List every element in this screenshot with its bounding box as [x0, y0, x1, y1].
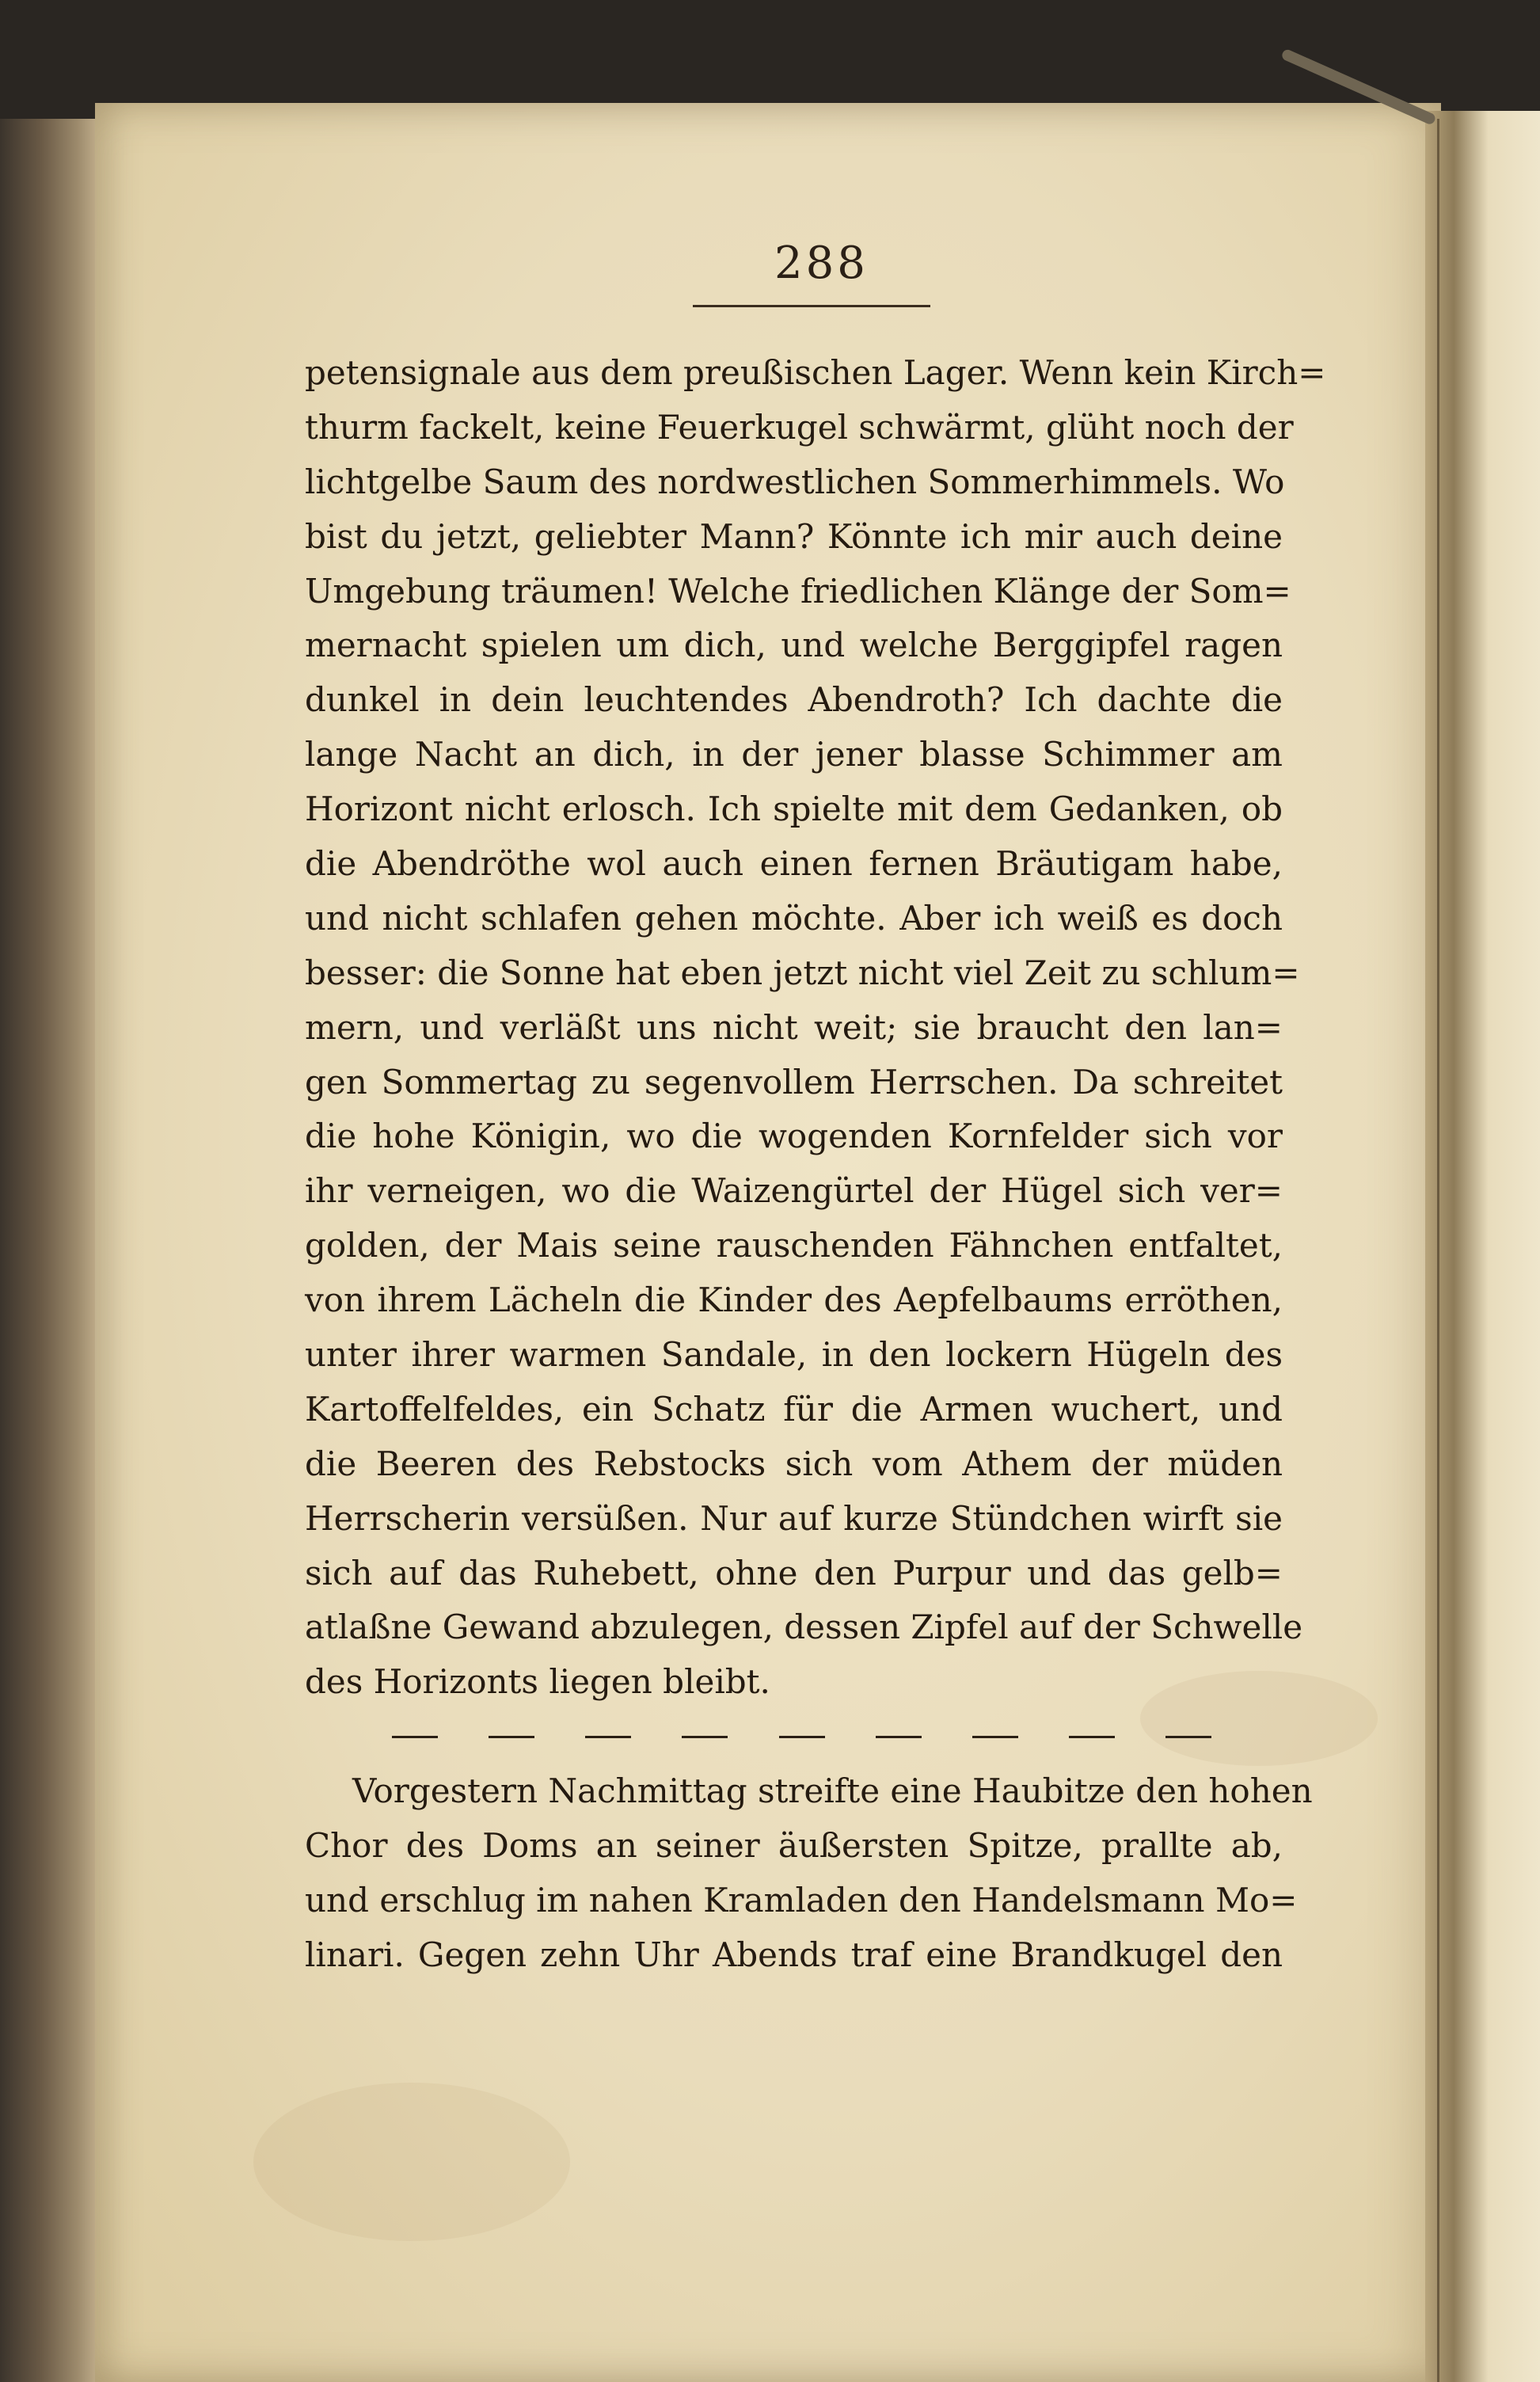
separator-dash — [682, 1736, 728, 1738]
text-line: petensignale aus dem preußischen Lager. Wenn kein Kirch= — [305, 353, 1326, 392]
text-line: besser: die Sonne hat eben jetzt nicht viel Zeit zu schlum= — [305, 953, 1300, 992]
paper-stain — [253, 2083, 570, 2241]
book-gutter — [1425, 111, 1540, 2382]
separator-dash — [585, 1736, 631, 1738]
text-line: die Beeren des Rebstocks sich vom Athem der müden — [305, 1444, 1283, 1483]
page-number: 288 — [774, 238, 869, 289]
separator-dash — [972, 1736, 1018, 1738]
text-line: bist du jetzt, geliebter Mann? Könnte ich mir auch deine — [305, 516, 1283, 556]
text-line: atlaßne Gewand abzulegen, dessen Zipfel auf der Schwelle — [305, 1608, 1303, 1647]
text-line: ihr verneigen, wo die Waizengürtel der Hügel sich ver= — [305, 1171, 1283, 1211]
book-edge-left — [0, 119, 103, 2382]
text-line: und nicht schlafen gehen möchte. Aber ich weiß es doch — [305, 898, 1283, 938]
separator-dash — [876, 1736, 922, 1738]
text-line: mernacht spielen um dich, und welche Berggipfel ragen — [305, 626, 1283, 665]
text-line: lichtgelbe Saum des nordwestlichen Sommerhimmels. Wo — [305, 462, 1285, 501]
text-line: Vorgestern Nachmittag streifte eine Haubitze den hohen — [352, 1771, 1313, 1811]
text-line: Umgebung träumen! Welche friedlichen Klänge der Som= — [305, 571, 1291, 611]
text-line: sich auf das Ruhebett, ohne den Purpur und das gelb= — [305, 1553, 1283, 1592]
separator-dash — [779, 1736, 825, 1738]
text-line: Herrscherin versüßen. Nur auf kurze Stündchen wirft sie — [305, 1498, 1283, 1538]
text-line: golden, der Mais seine rauschenden Fähnchen entfaltet, — [305, 1226, 1283, 1265]
separator-dash — [1165, 1736, 1211, 1738]
text-line: linari. Gegen zehn Uhr Abends traf eine Brandkugel den — [305, 1935, 1283, 1974]
text-line: Chor des Doms an seiner äußersten Spitze, prallte ab, — [305, 1826, 1283, 1866]
text-line: die hohe Königin, wo die wogenden Kornfelder sich vor — [305, 1117, 1283, 1156]
text-line: mern, und verläßt uns nicht weit; sie braucht den lan= — [305, 1007, 1283, 1047]
separator-dash — [1069, 1736, 1115, 1738]
section-separator — [305, 1710, 1283, 1764]
text-line: des Horizonts liegen bleibt. — [305, 1662, 770, 1702]
separator-dash — [489, 1736, 534, 1738]
text-line: von ihrem Lächeln die Kinder des Aepfelbaums erröthen, — [305, 1280, 1283, 1320]
separator-dash — [392, 1736, 438, 1738]
text-line: Horizont nicht erlosch. Ich spielte mit dem Gedanken, ob — [305, 790, 1283, 829]
text-line: und erschlug im nahen Kramladen den Handelsmann Mo= — [305, 1880, 1298, 1920]
gutter-fold-line — [1437, 119, 1439, 2382]
text-line: lange Nacht an dich, in der jener blasse Schimmer am — [305, 735, 1283, 774]
text-line: unter ihrer warmen Sandale, in den lockern Hügeln des — [305, 1335, 1283, 1375]
text-line: thurm fackelt, keine Feuerkugel schwärmt, glüht noch der — [305, 407, 1294, 447]
text-line: gen Sommertag zu segenvollem Herrschen. Da schreitet — [305, 1062, 1283, 1102]
body-text — [305, 346, 1326, 1983]
header-rule — [693, 305, 930, 307]
text-line: dunkel in dein leuchtendes Abendroth? Ich dachte die — [305, 680, 1283, 720]
text-line: Kartoffelfeldes, ein Schatz für die Armen wuchert, und — [305, 1389, 1283, 1429]
text-line: die Abendröthe wol auch einen fernen Bräutigam habe, — [305, 844, 1283, 884]
